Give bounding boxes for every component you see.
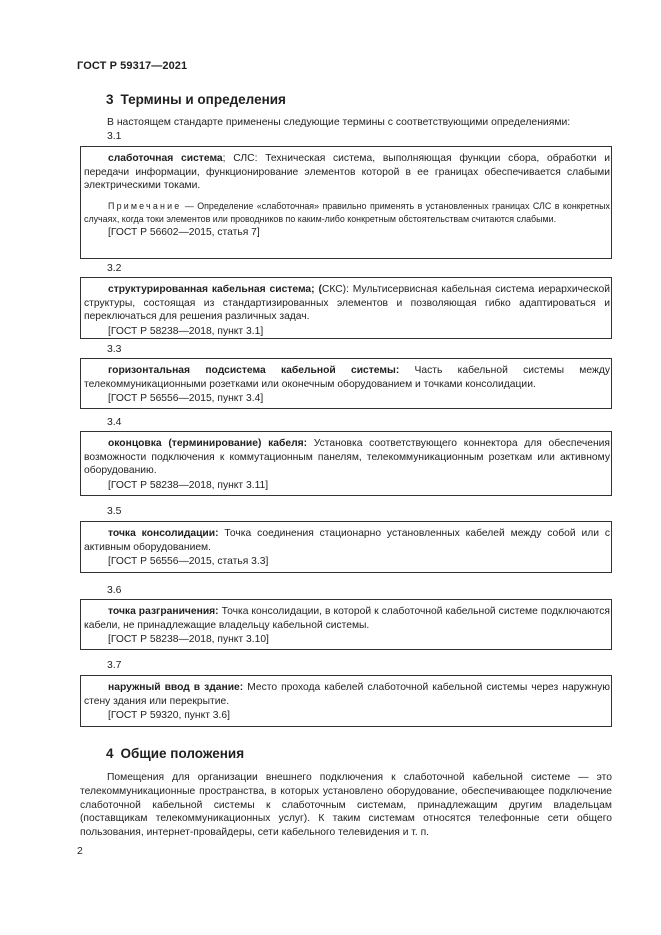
term-box xyxy=(80,431,612,496)
term-source: [ГОСТ Р 58238—2018, пункт 3.10] xyxy=(108,634,269,646)
term-note xyxy=(84,200,610,225)
term-number: 3.4 xyxy=(107,417,122,428)
term-abbr: ; СЛС: xyxy=(222,153,258,164)
term-box xyxy=(80,675,612,727)
term-source: [ГОСТ Р 58238—2018, пункт 3.1] xyxy=(108,326,264,338)
page-number: 2 xyxy=(77,846,83,857)
section-title: Общие положения xyxy=(120,746,245,761)
definition-text: Установка соответствующего коннектора для обеспечения возможности подключения к коммутационным панелям, телекоммуникационным розеткам или активному оборудованию. xyxy=(84,438,610,477)
term-definition xyxy=(84,152,610,193)
definition-text: Точка консолидации, в которой к слаботочной кабельной системе подключаются кабели, не принадлежащие владельцу кабельной системы. xyxy=(84,606,610,631)
term-name: наружный ввод в здание: xyxy=(108,682,244,693)
term-source: [ГОСТ Р 56556—2015, пункт 3.4] xyxy=(108,393,264,405)
term-definition xyxy=(84,437,610,478)
term-definition xyxy=(84,283,610,324)
definition-text: Мультисервисная кабельная система иерархической структуры, состоящая из стандартизированных элементов и позволяющая гибко адаптироваться и переключаться для решения различных задач. xyxy=(84,284,610,323)
term-definition xyxy=(84,681,610,708)
section-3-heading xyxy=(106,92,286,107)
term-box xyxy=(80,277,612,339)
definition-text: Техническая система, выполняющая функции сбора, обработки и передачи информации, функционирование элементов которой в ее границах обеспечивается слабыми электрическими токами. xyxy=(84,153,610,192)
term-name: горизонтальная подсистема кабельной системы: xyxy=(108,365,400,376)
term-number: 3.1 xyxy=(107,131,122,142)
term-definition xyxy=(84,527,610,554)
section-number: 3 xyxy=(106,92,114,107)
term-box xyxy=(80,599,612,650)
term-box xyxy=(80,358,612,409)
section-4-heading xyxy=(106,746,244,761)
section-number: 4 xyxy=(106,746,114,761)
term-name: оконцовка (терминирование) кабеля: xyxy=(108,438,308,449)
term-box xyxy=(80,521,612,573)
term-name: точка консолидации: xyxy=(108,528,219,539)
term-name: точка разграничения: xyxy=(108,606,219,617)
term-number: 3.6 xyxy=(107,585,122,596)
section-4-paragraph: Помещения для организации внешнего подключения к слаботочной кабельной системе — это телекоммуникационные пространства, в которых установлено оборудование, обеспечивающее подключение слаботочной кабельной системы к слаботочным системам, принадлежащим другим владельцам (поставщикам телекоммуникационных услуг). К таким системам относятся телефонные сети общего пользования, интернет-провайдеры, сети кабельного телевидения и т. п. xyxy=(80,772,612,839)
intro-text: В настоящем стандарте применены следующие термины с соответствующими определениями: xyxy=(107,117,571,128)
term-source: [ГОСТ Р 58238—2018, пункт 3.11] xyxy=(108,480,269,492)
term-definition xyxy=(84,364,610,391)
definition-text: Точка соединения стационарно установленных кабелей между собой или с активным оборудованием. xyxy=(84,528,611,553)
term-source: [ГОСТ Р 59320, пункт 3.6] xyxy=(108,710,230,722)
term-number: 3.2 xyxy=(107,263,122,274)
term-number: 3.7 xyxy=(107,660,122,671)
term-number: 3.3 xyxy=(107,344,122,355)
term-name: слаботочная система xyxy=(108,153,223,164)
definition-text: Часть кабельной системы между телекоммуникационными розетками или оконечным оборудованием и точками консолидации. xyxy=(84,365,610,390)
term-source: [ГОСТ Р 56556—2015, статья 3.3] xyxy=(108,556,269,568)
definition-text: Место прохода кабелей слаботочной кабельной системы через наружную стену здания или перекрытие. xyxy=(84,682,611,707)
term-name: структурированная кабельная система; ( xyxy=(108,284,322,295)
term-number: 3.5 xyxy=(107,506,122,517)
document-header: ГОСТ Р 59317—2021 xyxy=(77,60,188,72)
note-text: — Определение «слаботочная» правильно применять в установленных границах СЛС в конкретных случаях, когда токи элементов или проводников по каким-либо конкретным обстоятельствам считаются слабыми. xyxy=(84,201,610,224)
term-abbr: СКС): xyxy=(321,284,349,295)
term-box xyxy=(80,146,612,259)
term-definition xyxy=(84,605,610,632)
section-title: Термины и определения xyxy=(120,92,286,107)
term-source: [ГОСТ Р 56602—2015, статья 7] xyxy=(108,226,260,238)
note-label: Примечание xyxy=(108,201,182,212)
